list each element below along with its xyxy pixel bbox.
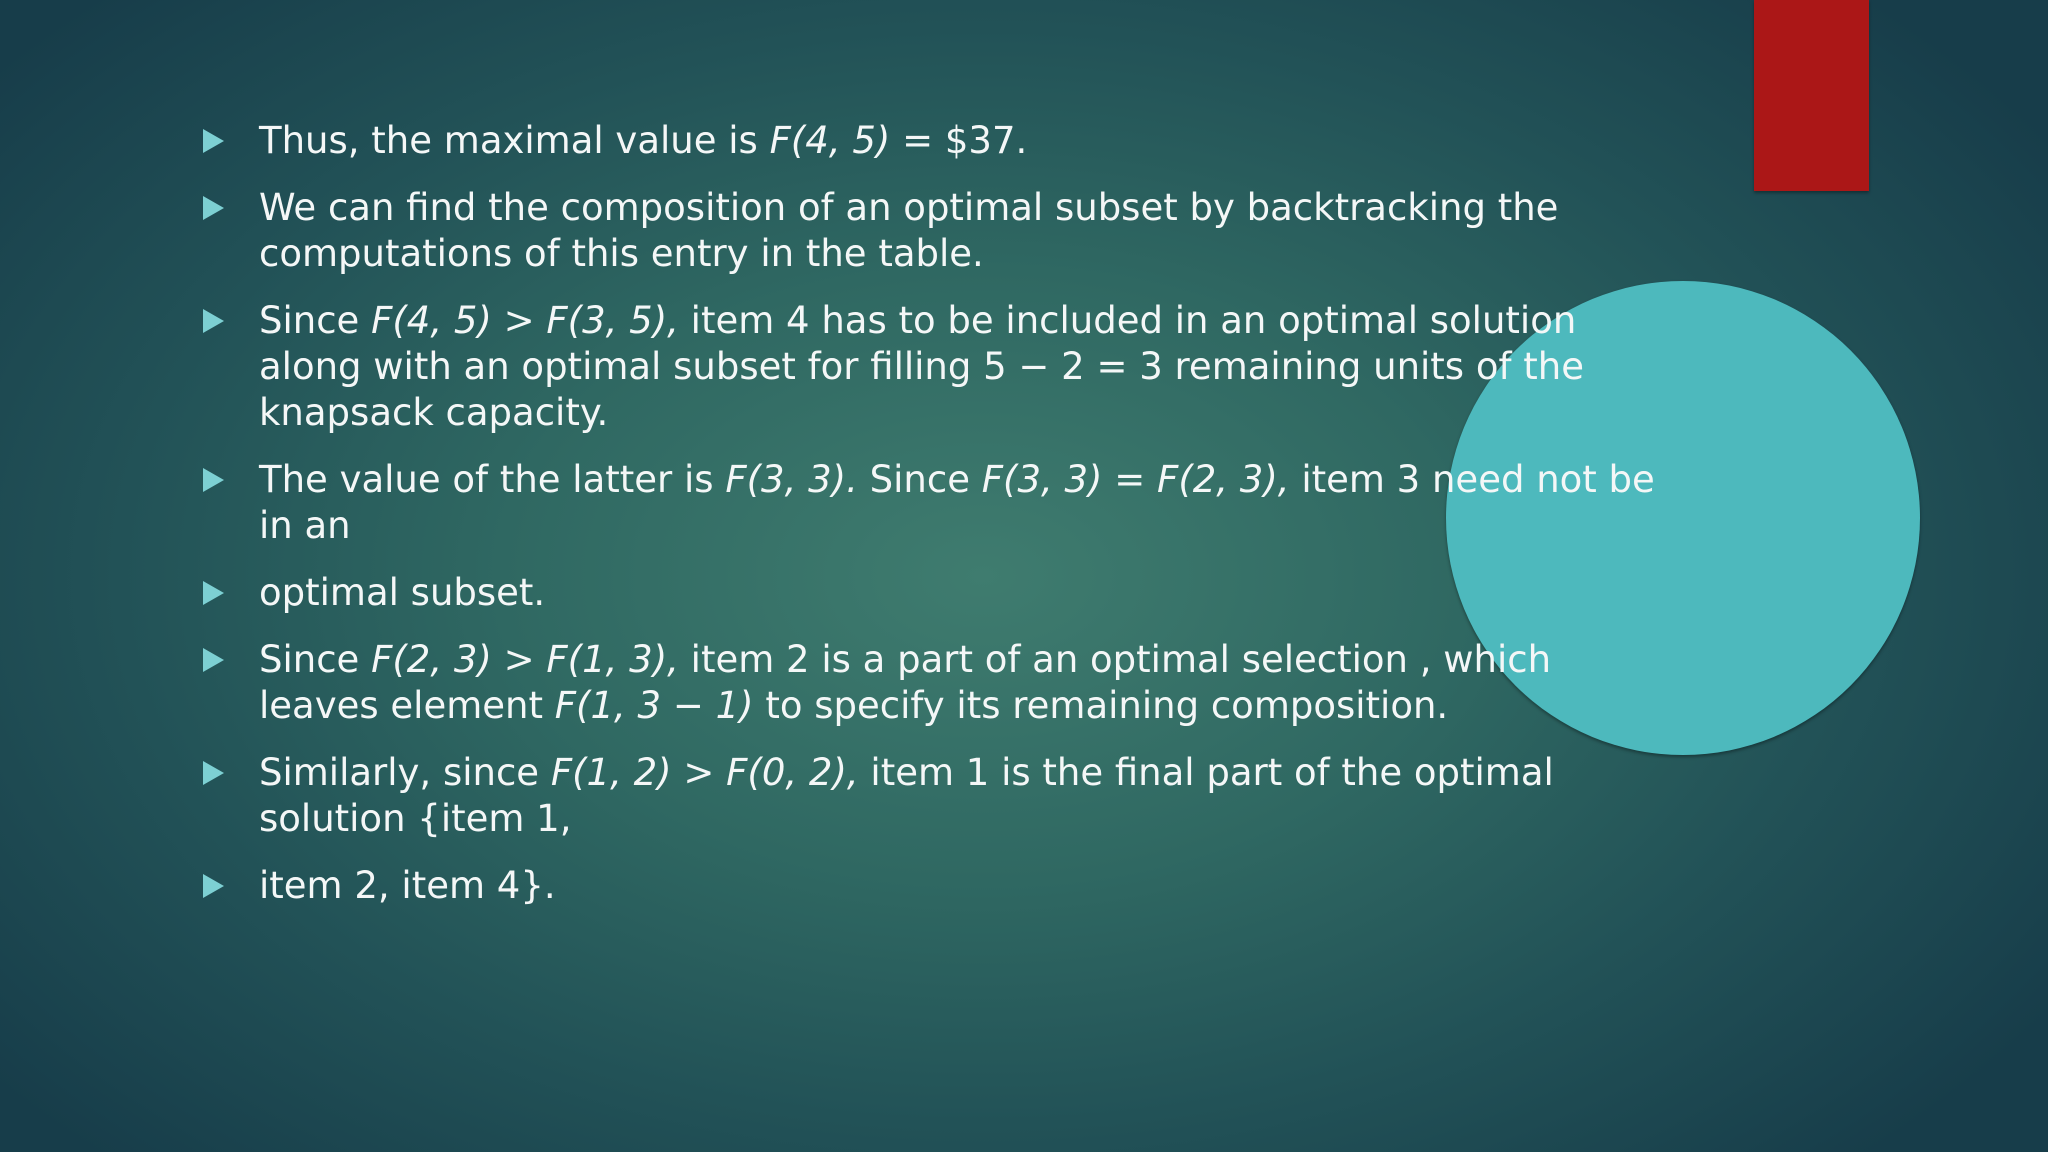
triangle-bullet-icon [203, 129, 224, 153]
bullet-item-1 [200, 118, 1660, 164]
bullet-item-6 [200, 637, 1660, 729]
bullet-text: Since F(2, 3) > F(1, 3), item 2 is a part of an optimal selection , which leaves element F(1, 3 − 1) to specify its remaining composition. [259, 638, 1552, 727]
triangle-bullet-icon [203, 874, 224, 898]
triangle-bullet-icon [203, 468, 224, 492]
bullet-item-5 [200, 570, 1660, 616]
bullet-text: item 2, item 4}. [259, 864, 556, 907]
bullet-text: optimal subset. [259, 571, 546, 614]
triangle-bullet-icon [203, 761, 224, 785]
triangle-bullet-icon [203, 196, 224, 220]
bullet-item-4 [200, 457, 1660, 549]
bullet-text: The value of the latter is F(3, 3). Since F(3, 3) = F(2, 3), item 3 need not be in an [259, 458, 1655, 547]
bullet-text: Thus, the maximal value is F(4, 5) = $37. [259, 119, 1028, 162]
bullet-item-2 [200, 185, 1660, 277]
triangle-bullet-icon [203, 581, 224, 605]
bullet-item-8 [200, 863, 1660, 909]
triangle-bullet-icon [203, 648, 224, 672]
triangle-bullet-icon [203, 309, 224, 333]
bullet-text: Since F(4, 5) > F(3, 5), item 4 has to be included in an optimal solution along with an optimal subset for filling 5 − 2 = 3 remaining units of the knapsack capacity. [259, 299, 1584, 434]
bullet-text: We can find the composition of an optimal subset by backtracking the computations of this entry in the table. [259, 186, 1559, 275]
bullet-item-3 [200, 298, 1660, 436]
accent-bar [1754, 0, 1869, 191]
bullet-item-7 [200, 750, 1660, 842]
bullet-list [200, 118, 1660, 930]
bullet-text: Similarly, since F(1, 2) > F(0, 2), item 1 is the final part of the optimal solution {item 1, [259, 751, 1554, 840]
